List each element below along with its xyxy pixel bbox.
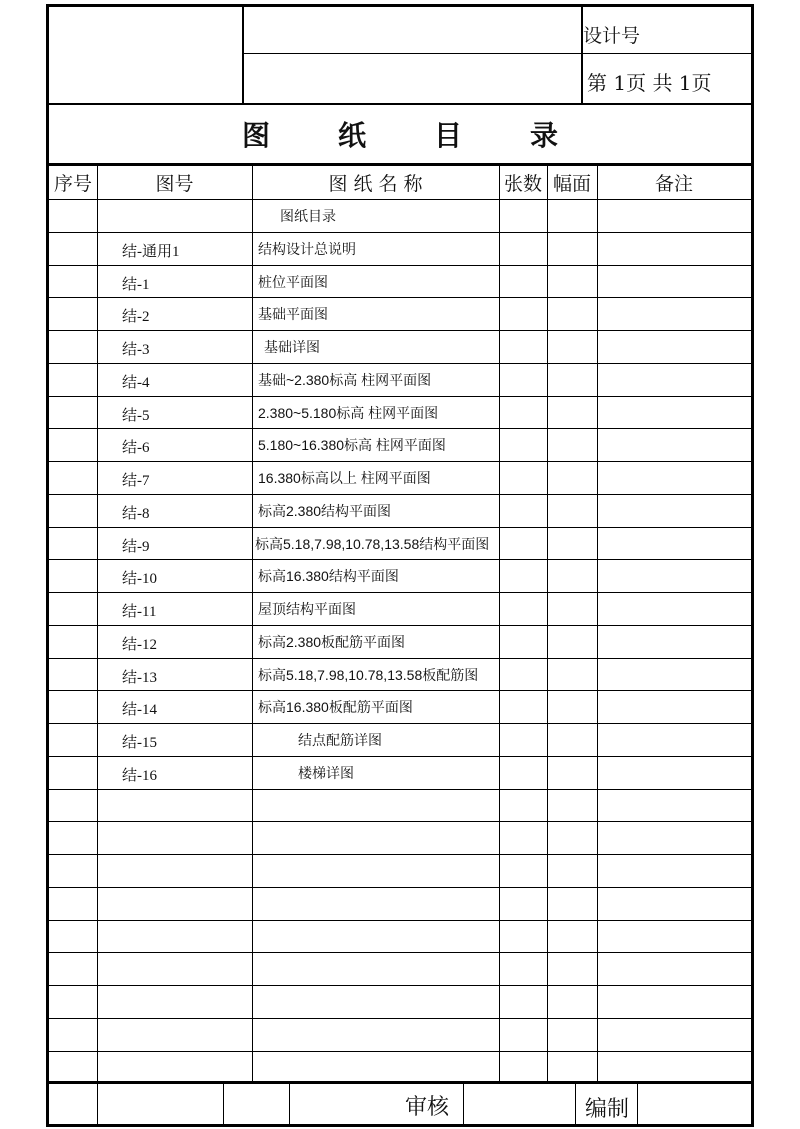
column-line [547,166,548,1081]
row-line [49,527,751,528]
row-line [49,887,751,888]
column-header-bottom-line [49,199,751,200]
row-drawing-name: 结点配筋详图 [298,732,382,748]
row-line [49,559,751,560]
row-drawing-name: 标高16.380板配筋平面图 [258,699,413,715]
row-drawing-no: 结-8 [122,506,150,522]
row-drawing-name: 基础详图 [264,339,320,355]
row-drawing-no: 结-15 [122,735,157,751]
column-line [499,166,500,1081]
row-drawing-no: 结-3 [122,342,150,358]
row-drawing-no: 结-6 [122,440,150,456]
column-line [97,166,98,1081]
row-drawing-no: 结-10 [122,571,157,587]
row-drawing-name: 屋顶结构平面图 [258,601,356,617]
row-line [49,232,751,233]
row-drawing-name: 2.380~5.180标高 柱网平面图 [258,405,439,421]
row-drawing-no: 结-9 [122,539,150,555]
row-drawing-no: 结-14 [122,702,157,718]
page-title-text: 图纸目录 [241,119,626,152]
row-line [49,428,751,429]
row-line [49,1018,751,1019]
row-drawing-no: 结-4 [122,375,150,391]
page-info: 第 1页 共 1页 [587,71,712,95]
row-line [49,723,751,724]
row-line [49,658,751,659]
footer-divider-5 [575,1084,576,1124]
footer-divider-6 [637,1084,638,1124]
row-drawing-name: 5.180~16.380标高 柱网平面图 [258,437,446,453]
row-line [49,330,751,331]
row-drawing-name: 结构设计总说明 [258,241,356,257]
footer-divider-1 [97,1084,98,1124]
column-line [597,166,598,1081]
row-drawing-name: 标高2.380板配筋平面图 [258,634,406,650]
row-drawing-no: 结-13 [122,670,157,686]
drawing-index-table [49,7,751,1124]
row-line [49,690,751,691]
column-header-drawing-no: 图号 [155,172,194,195]
row-drawing-no: 结-11 [122,604,157,620]
row-drawing-no: 结-7 [122,473,150,489]
row-line [49,363,751,364]
column-header-remarks: 备注 [654,172,693,195]
footer-divider-4 [463,1084,464,1124]
row-drawing-name: 标高5.18,7.98,10.78,13.58板配筋图 [258,667,479,683]
row-line [49,265,751,266]
row-line [49,789,751,790]
row-line [49,1051,751,1052]
row-line [49,920,751,921]
compile-label: 编制 [585,1097,630,1122]
row-line [49,625,751,626]
row-line [49,592,751,593]
footer-divider-3 [289,1084,290,1124]
row-line [49,952,751,953]
row-line [49,396,751,397]
footer-divider-2 [223,1084,224,1124]
row-line [49,854,751,855]
row-drawing-name: 标高5.18,7.98,10.78,13.58结构平面图 [255,536,490,552]
row-drawing-name: 基础平面图 [258,306,328,322]
row-drawing-name: 楼梯详图 [298,765,354,781]
row-drawing-no: 结-5 [122,408,150,424]
row-drawing-name: 桩位平面图 [258,274,328,290]
row-line [49,461,751,462]
row-drawing-name: 标高2.380结构平面图 [258,503,392,519]
column-line [252,166,253,1081]
row-drawing-name: 16.380标高以上 柱网平面图 [258,470,431,486]
design-number-label: 设计号 [583,25,641,47]
footer-top-line [49,1081,751,1084]
row-line [49,494,751,495]
column-header-sheets: 张数 [503,172,542,195]
review-label: 审核 [405,1095,450,1120]
row-drawing-no: 结-12 [122,637,157,653]
row-drawing-name: 图纸目录 [280,208,336,224]
row-drawing-no: 结-1 [122,277,150,293]
row-drawing-name: 标高16.380结构平面图 [258,568,399,584]
row-drawing-name: 基础~2.380标高 柱网平面图 [258,372,432,388]
row-line [49,821,751,822]
column-header-seq: 序号 [53,172,92,195]
row-line [49,756,751,757]
column-header-drawing-name: 图 纸 名 称 [328,172,423,195]
row-drawing-no: 结-2 [122,309,150,325]
row-line [49,985,751,986]
drawing-index-sheet [46,4,754,1127]
row-drawing-no: 结-通用1 [122,244,180,260]
row-drawing-no: 结-16 [122,768,157,784]
row-line [49,297,751,298]
column-header-size: 幅面 [552,172,591,195]
